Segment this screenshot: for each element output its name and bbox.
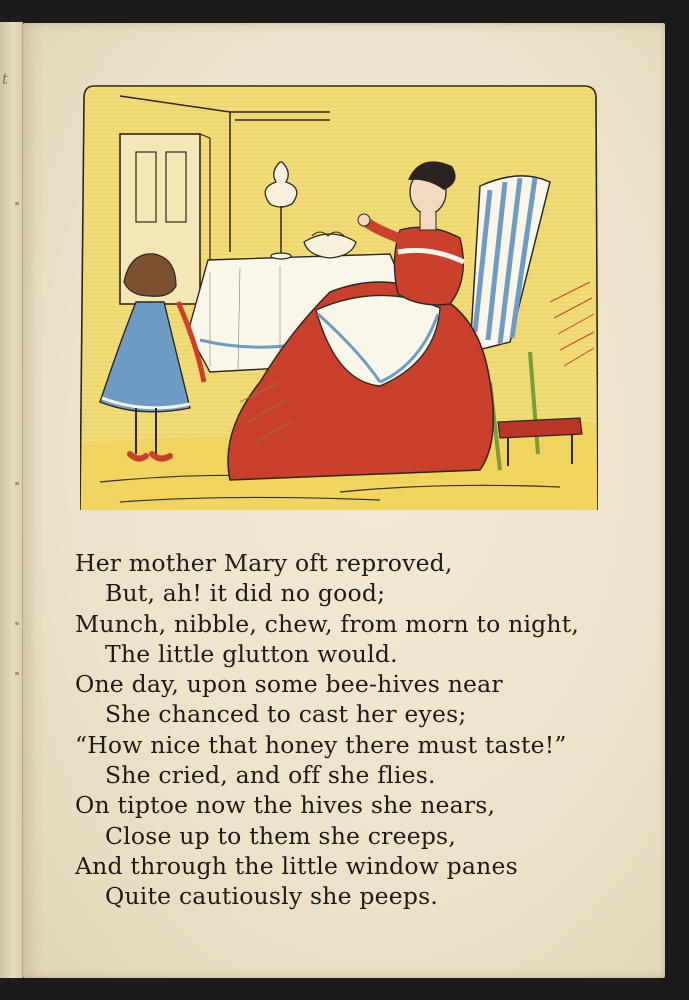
page-tear (15, 622, 19, 625)
poem-line: But, ah! it did no good; (105, 579, 386, 608)
poem-line: She chanced to cast her eyes; (105, 700, 467, 729)
poem-line: Close up to them she creeps, (105, 821, 456, 850)
poem-line: Munch, nibble, chew, from morn to night, (75, 609, 580, 638)
poem-line: Her mother Mary oft reproved, (75, 549, 453, 577)
margin-mark: t (2, 70, 9, 88)
page-tear (15, 482, 19, 485)
poem-line: And through the little window panes (75, 851, 518, 880)
poem-line: One day, upon some bee-hives near (75, 670, 503, 699)
poem-line: The little glutton would. (105, 639, 398, 668)
poem-line: On tiptoe now the hives she nears, (75, 791, 496, 820)
page-tear (15, 202, 19, 205)
previous-page-edge (0, 22, 23, 978)
page-tear (15, 672, 19, 675)
poem-line: She cried, and off she flies. (105, 761, 436, 790)
poem-line: Quite cautiously she peeps. (105, 882, 439, 911)
poem-text (75, 548, 615, 912)
engraving-illustration (80, 82, 598, 518)
poem-line: “How nice that honey there must taste!” (75, 730, 567, 759)
